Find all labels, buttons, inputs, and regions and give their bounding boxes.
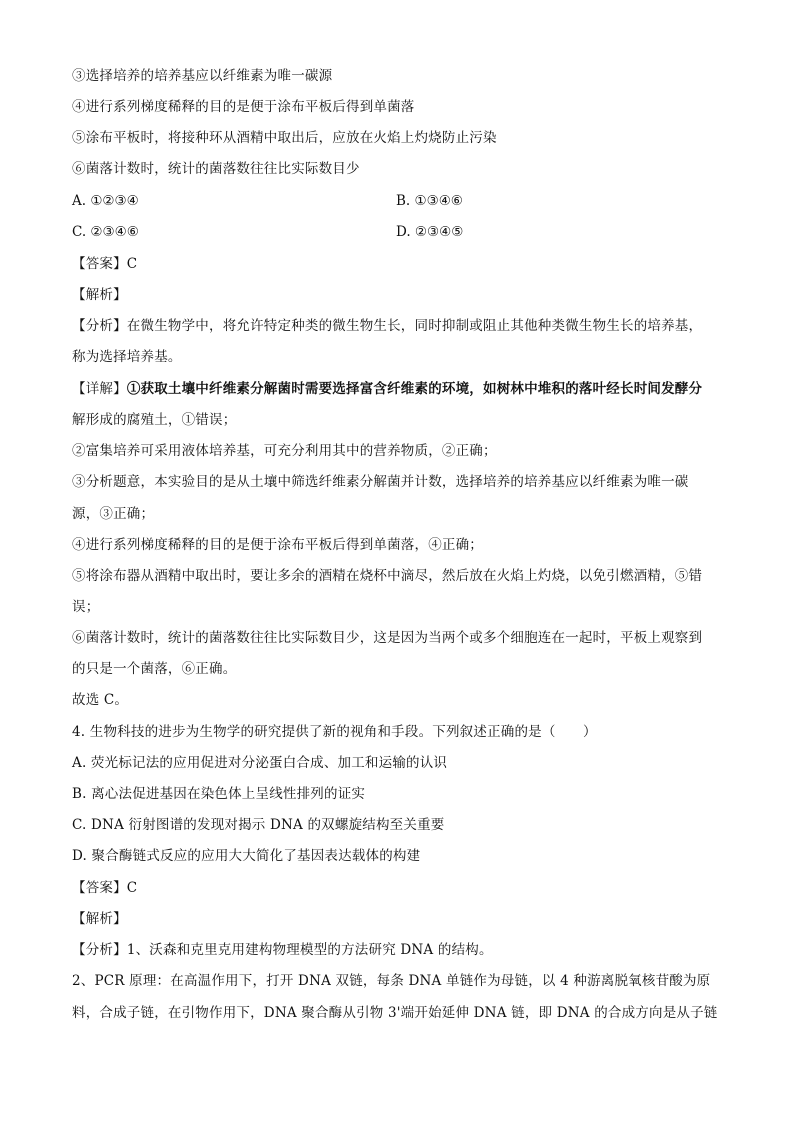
q4-answer: 【答案】C: [72, 880, 138, 896]
q3-conclusion: 故选 C。: [72, 692, 129, 708]
q3-xiangjie-line-1: 【详解】①获取土壤中纤维素分解菌时需要选择富含纤维素的环境，如树林中堆积的落叶经长时间发酵分: [72, 381, 703, 397]
q3-analysis-heading: 【解析】: [72, 287, 127, 303]
q3-xiangjie-line-6: ④进行系列梯度稀释的目的是便于涂布平板后得到单菌落，④正确；: [72, 537, 483, 553]
stem-item-3: ③选择培养的培养基应以纤维素为唯一碳源: [72, 68, 333, 84]
stem-item-6: ⑥菌落计数时，统计的菌落数往往比实际数目少: [72, 161, 360, 177]
q3-option-d: D. ②③④⑤: [396, 224, 464, 240]
q3-xiangjie-line-2: 解形成的腐殖土，①错误；: [72, 412, 237, 428]
q3-option-b: B. ①③④⑥: [396, 193, 463, 209]
q4-fenxi-line-2: 2、PCR 原理：在高温作用下，打开 DNA 双链，每条 DNA 单链作为母链，以 4 种游离脱氧核苷酸为原: [72, 973, 711, 989]
stem-item-4: ④进行系列梯度稀释的目的是便于涂布平板后得到单菌落: [72, 99, 415, 115]
q3-option-c: C. ②③④⑥: [72, 224, 139, 240]
q4-option-b: B. 离心法促进基因在染色体上呈线性排列的证实: [72, 786, 366, 802]
q4-option-d: D. 聚合酶链式反应的应用大大简化了基因表达载体的构建: [72, 848, 421, 864]
q4-option-a: A. 荧光标记法的应用促进对分泌蛋白合成、加工和运输的认识: [72, 755, 448, 771]
q4-fenxi-line-1: 【分析】1、沃森和克里克用建构物理模型的方法研究 DNA 的结构。: [72, 942, 493, 958]
q3-xiangjie-line-4: ③分析题意，本实验目的是从土壤中筛选纤维素分解菌并计数，选择培养的培养基应以纤维素为唯一碳: [72, 474, 689, 490]
q3-fenxi-line-2: 称为选择培养基。: [72, 349, 182, 365]
q3-xiangjie-line-9: ⑥菌落计数时，统计的菌落数往往比实际数目少，这是因为当两个或多个细胞连在一起时，平板上观察到: [72, 630, 703, 646]
q3-xiangjie-line-10: 的只是一个菌落，⑥正确。: [72, 661, 237, 677]
q4-stem: 4. 生物科技的进步为生物学的研究提供了新的视角和手段。下列叙述正确的是（ ）: [72, 724, 597, 740]
q3-xiangjie-line-8: 误；: [72, 599, 100, 615]
fenxi-label: 【分析】: [72, 318, 127, 334]
q3-fenxi-line-1: 【分析】在微生物学中，将允许特定种类的微生物生长，同时抑制或阻止其他种类微生物生长的培养基，: [72, 318, 703, 334]
q4-analysis-heading: 【解析】: [72, 911, 127, 927]
fenxi-label: 【分析】: [72, 942, 127, 958]
q3-xiangjie-line-3: ②富集培养可采用液体培养基，可充分利用其中的营养物质，②正确；: [72, 443, 497, 459]
q3-xiangjie-line-5: 源，③正确；: [72, 506, 155, 522]
q3-answer: 【答案】C: [72, 256, 138, 272]
q3-xiangjie-line-7: ⑤将涂布器从酒精中取出时，要让多余的酒精在烧杯中滴尽，然后放在火焰上灼烧，以免引燃酒精，⑤错: [72, 568, 703, 584]
q4-fenxi-line-3: 料，合成子链，在引物作用下，DNA 聚合酶从引物 3'端开始延伸 DNA 链，即 DNA 的合成方向是从子链: [72, 1005, 718, 1021]
stem-item-5: ⑤涂布平板时，将接种环从酒精中取出后，应放在火焰上灼烧防止污染: [72, 130, 497, 146]
q3-option-a: A. ①②③④: [72, 193, 139, 209]
xiangjie-label: 【详解】: [72, 381, 127, 397]
q4-option-c: C. DNA 衍射图谱的发现对揭示 DNA 的双螺旋结构至关重要: [72, 817, 445, 833]
